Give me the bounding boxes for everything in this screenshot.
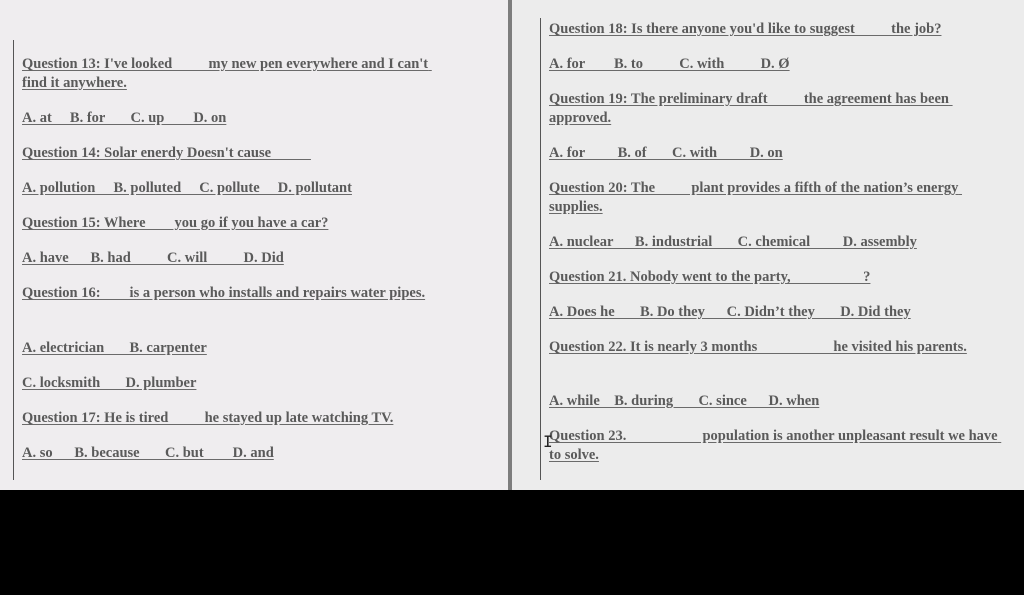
question-13-options: A. at B. for C. up D. on — [22, 110, 227, 126]
question-18-text: Question 18: Is there anyone you'd like to suggest the job? — [549, 21, 942, 37]
question-16-options-row-2: C. locksmith D. plumber — [22, 375, 197, 391]
question-14-text: Question 14: Solar enerdy Doesn't cause — [22, 145, 311, 161]
question-23-text: Question 23. population is another unpleasant result we have to solve. — [549, 428, 1002, 463]
question-16-options-row-1: A. electrician B. carpenter — [22, 340, 207, 356]
question-22-text: Question 22. It is nearly 3 months he visited his parents. — [549, 339, 967, 355]
right-margin-line — [540, 18, 541, 480]
question-15-options: A. have B. had C. will D. Did — [22, 250, 284, 266]
left-document-page — [0, 0, 508, 490]
question-19-text: Question 19: The preliminary draft the agreement has been approved. — [549, 91, 953, 126]
black-bottom-area — [0, 490, 1024, 595]
question-20-options: A. nuclear B. industrial C. chemical D. assembly — [549, 234, 917, 250]
question-19-options: A. for B. of C. with D. on — [549, 145, 783, 161]
left-margin-line — [13, 40, 14, 480]
question-21-text: Question 21. Nobody went to the party, ? — [549, 269, 871, 285]
text-cursor-icon: I — [543, 432, 553, 451]
question-18-options: A. for B. to C. with D. Ø — [549, 56, 790, 72]
question-21-options: A. Does he B. Do they C. Didn’t they D. Did they — [549, 304, 911, 320]
question-22-options: A. while B. during C. since D. when — [549, 393, 820, 409]
right-document-page — [512, 0, 1024, 490]
question-20-text: Question 20: The plant provides a fifth of the nation’s energy supplies. — [549, 180, 963, 215]
question-17-text: Question 17: He is tired he stayed up late watching TV. — [22, 410, 394, 426]
question-16-text: Question 16: is a person who installs and repairs water pipes. — [22, 285, 426, 301]
question-15-text: Question 15: Where you go if you have a car? — [22, 215, 329, 231]
question-13-text: Question 13: I've looked my new pen everywhere and I can't find it anywhere. — [22, 56, 432, 91]
question-17-options: A. so B. because C. but D. and — [22, 445, 274, 461]
question-14-options: A. pollution B. polluted C. pollute D. pollutant — [22, 180, 352, 196]
